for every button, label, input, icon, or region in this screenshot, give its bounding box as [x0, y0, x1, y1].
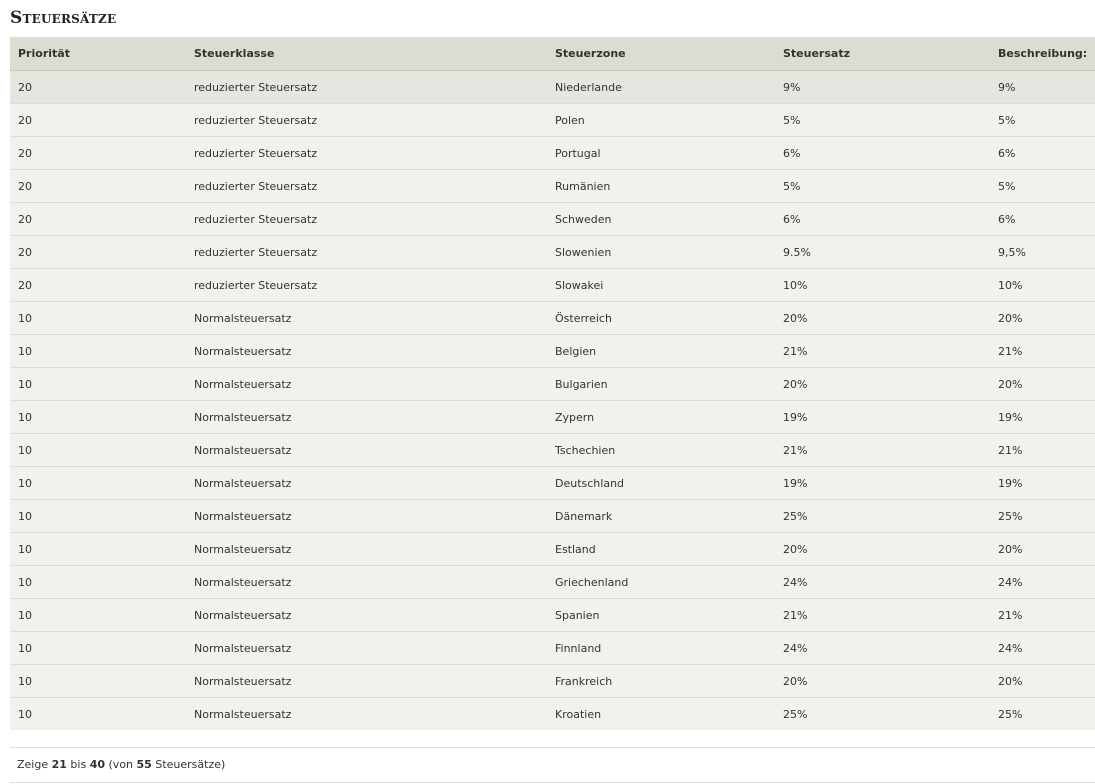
table-row[interactable]	[10, 170, 1095, 203]
pagination-to-word: bis	[70, 758, 87, 771]
table-row[interactable]	[10, 71, 1095, 104]
cell-tax-rate: 24%	[775, 566, 990, 599]
column-header-tax-rate[interactable]: Steuersatz	[775, 37, 990, 71]
cell-tax-rate: 24%	[775, 632, 990, 665]
cell-tax-class: Normalsteuersatz	[186, 302, 547, 335]
cell-description: 9,5%	[990, 236, 1095, 269]
table-row[interactable]	[10, 533, 1095, 566]
cell-description: 20%	[990, 533, 1095, 566]
cell-priority: 10	[10, 302, 186, 335]
header-row	[10, 37, 1095, 71]
cell-priority: 20	[10, 137, 186, 170]
table-row[interactable]	[10, 467, 1095, 500]
cell-tax-rate: 6%	[775, 203, 990, 236]
cell-description: 20%	[990, 302, 1095, 335]
cell-tax-zone: Slowakei	[547, 269, 775, 302]
cell-priority: 10	[10, 434, 186, 467]
cell-tax-zone: Kroatien	[547, 698, 775, 731]
cell-priority: 10	[10, 335, 186, 368]
cell-tax-zone: Polen	[547, 104, 775, 137]
cell-tax-class: reduzierter Steuersatz	[186, 236, 547, 269]
cell-tax-rate: 6%	[775, 137, 990, 170]
cell-priority: 10	[10, 665, 186, 698]
cell-tax-class: Normalsteuersatz	[186, 500, 547, 533]
column-header-tax-zone[interactable]: Steuerzone	[547, 37, 775, 71]
cell-description: 6%	[990, 137, 1095, 170]
cell-tax-rate: 25%	[775, 500, 990, 533]
cell-tax-zone: Portugal	[547, 137, 775, 170]
cell-priority: 10	[10, 632, 186, 665]
cell-tax-rate: 20%	[775, 665, 990, 698]
cell-description: 21%	[990, 599, 1095, 632]
cell-tax-class: Normalsteuersatz	[186, 533, 547, 566]
cell-tax-class: reduzierter Steuersatz	[186, 137, 547, 170]
cell-description: 9%	[990, 71, 1095, 104]
table-row[interactable]	[10, 137, 1095, 170]
pagination-summary	[17, 758, 225, 771]
cell-tax-class: Normalsteuersatz	[186, 599, 547, 632]
cell-priority: 20	[10, 236, 186, 269]
cell-tax-class: Normalsteuersatz	[186, 467, 547, 500]
cell-description: 21%	[990, 434, 1095, 467]
cell-priority: 10	[10, 533, 186, 566]
cell-priority: 20	[10, 104, 186, 137]
cell-priority: 10	[10, 599, 186, 632]
cell-tax-class: Normalsteuersatz	[186, 632, 547, 665]
cell-priority: 10	[10, 467, 186, 500]
cell-tax-rate: 19%	[775, 401, 990, 434]
cell-description: 19%	[990, 401, 1095, 434]
cell-tax-zone: Griechenland	[547, 566, 775, 599]
table-row[interactable]	[10, 203, 1095, 236]
table-row[interactable]	[10, 434, 1095, 467]
cell-description: 20%	[990, 665, 1095, 698]
cell-description: 20%	[990, 368, 1095, 401]
cell-tax-class: reduzierter Steuersatz	[186, 104, 547, 137]
cell-tax-class: reduzierter Steuersatz	[186, 71, 547, 104]
cell-tax-rate: 5%	[775, 104, 990, 137]
cell-description: 5%	[990, 104, 1095, 137]
table-body	[10, 71, 1095, 731]
cell-tax-zone: Bulgarien	[547, 368, 775, 401]
cell-description: 21%	[990, 335, 1095, 368]
table-row[interactable]	[10, 599, 1095, 632]
cell-tax-zone: Rumänien	[547, 170, 775, 203]
table-row[interactable]	[10, 236, 1095, 269]
cell-priority: 20	[10, 71, 186, 104]
cell-description: 24%	[990, 566, 1095, 599]
cell-tax-zone: Österreich	[547, 302, 775, 335]
pagination-total: 55	[136, 758, 152, 771]
cell-tax-zone: Niederlande	[547, 71, 775, 104]
cell-priority: 10	[10, 698, 186, 731]
cell-tax-class: reduzierter Steuersatz	[186, 170, 547, 203]
column-header-priority[interactable]: Priorität	[10, 37, 186, 71]
cell-tax-rate: 10%	[775, 269, 990, 302]
table-row[interactable]	[10, 698, 1095, 731]
cell-tax-zone: Schweden	[547, 203, 775, 236]
cell-tax-class: Normalsteuersatz	[186, 401, 547, 434]
cell-tax-zone: Zypern	[547, 401, 775, 434]
pagination-suffix: Steuersätze)	[155, 758, 226, 771]
table-row[interactable]	[10, 665, 1095, 698]
tax-rates-table	[10, 37, 1095, 730]
cell-tax-zone: Finnland	[547, 632, 775, 665]
cell-description: 5%	[990, 170, 1095, 203]
cell-tax-zone: Dänemark	[547, 500, 775, 533]
cell-tax-rate: 20%	[775, 533, 990, 566]
cell-tax-zone: Frankreich	[547, 665, 775, 698]
cell-tax-class: Normalsteuersatz	[186, 368, 547, 401]
table-row[interactable]	[10, 401, 1095, 434]
cell-tax-zone: Spanien	[547, 599, 775, 632]
table-row[interactable]	[10, 269, 1095, 302]
cell-priority: 10	[10, 401, 186, 434]
pagination-from: 21	[51, 758, 67, 771]
cell-tax-rate: 21%	[775, 434, 990, 467]
cell-description: 25%	[990, 500, 1095, 533]
cell-tax-rate: 9%	[775, 71, 990, 104]
cell-description: 6%	[990, 203, 1095, 236]
table-row[interactable]	[10, 500, 1095, 533]
column-header-description[interactable]: Beschreibung:	[990, 37, 1095, 71]
cell-tax-rate: 20%	[775, 368, 990, 401]
cell-description: 24%	[990, 632, 1095, 665]
pagination-prefix: Zeige	[17, 758, 49, 771]
cell-tax-zone: Slowenien	[547, 236, 775, 269]
pagination-to: 40	[89, 758, 106, 771]
cell-tax-rate: 19%	[775, 467, 990, 500]
cell-tax-zone: Estland	[547, 533, 775, 566]
cell-tax-class: Normalsteuersatz	[186, 566, 547, 599]
cell-tax-zone: Belgien	[547, 335, 775, 368]
cell-tax-class: Normalsteuersatz	[186, 335, 547, 368]
table-row[interactable]	[10, 368, 1095, 401]
cell-tax-rate: 9.5%	[775, 236, 990, 269]
cell-priority: 20	[10, 269, 186, 302]
footer-divider-top	[10, 747, 1095, 748]
cell-tax-class: Normalsteuersatz	[186, 434, 547, 467]
cell-tax-zone: Deutschland	[547, 467, 775, 500]
footer-divider-bottom	[10, 782, 1095, 783]
cell-tax-rate: 20%	[775, 302, 990, 335]
pagination-of-word: (von	[108, 758, 134, 771]
cell-description: 10%	[990, 269, 1095, 302]
table-row[interactable]	[10, 104, 1095, 137]
cell-priority: 10	[10, 566, 186, 599]
cell-tax-class: reduzierter Steuersatz	[186, 269, 547, 302]
cell-tax-class: reduzierter Steuersatz	[186, 203, 547, 236]
table-row[interactable]	[10, 566, 1095, 599]
table-row[interactable]	[10, 632, 1095, 665]
cell-priority: 20	[10, 170, 186, 203]
cell-description: 25%	[990, 698, 1095, 731]
cell-priority: 10	[10, 500, 186, 533]
cell-description: 19%	[990, 467, 1095, 500]
page-title: Steuersätze	[10, 8, 117, 28]
table-header	[10, 37, 1095, 71]
cell-tax-rate: 21%	[775, 599, 990, 632]
cell-priority: 10	[10, 368, 186, 401]
cell-tax-class: Normalsteuersatz	[186, 698, 547, 731]
cell-tax-rate: 21%	[775, 335, 990, 368]
cell-tax-zone: Tschechien	[547, 434, 775, 467]
table-row[interactable]	[10, 335, 1095, 368]
column-header-tax-class[interactable]: Steuerklasse	[186, 37, 547, 71]
table-row[interactable]	[10, 302, 1095, 335]
cell-tax-class: Normalsteuersatz	[186, 665, 547, 698]
cell-tax-rate: 5%	[775, 170, 990, 203]
cell-tax-rate: 25%	[775, 698, 990, 731]
cell-priority: 20	[10, 203, 186, 236]
